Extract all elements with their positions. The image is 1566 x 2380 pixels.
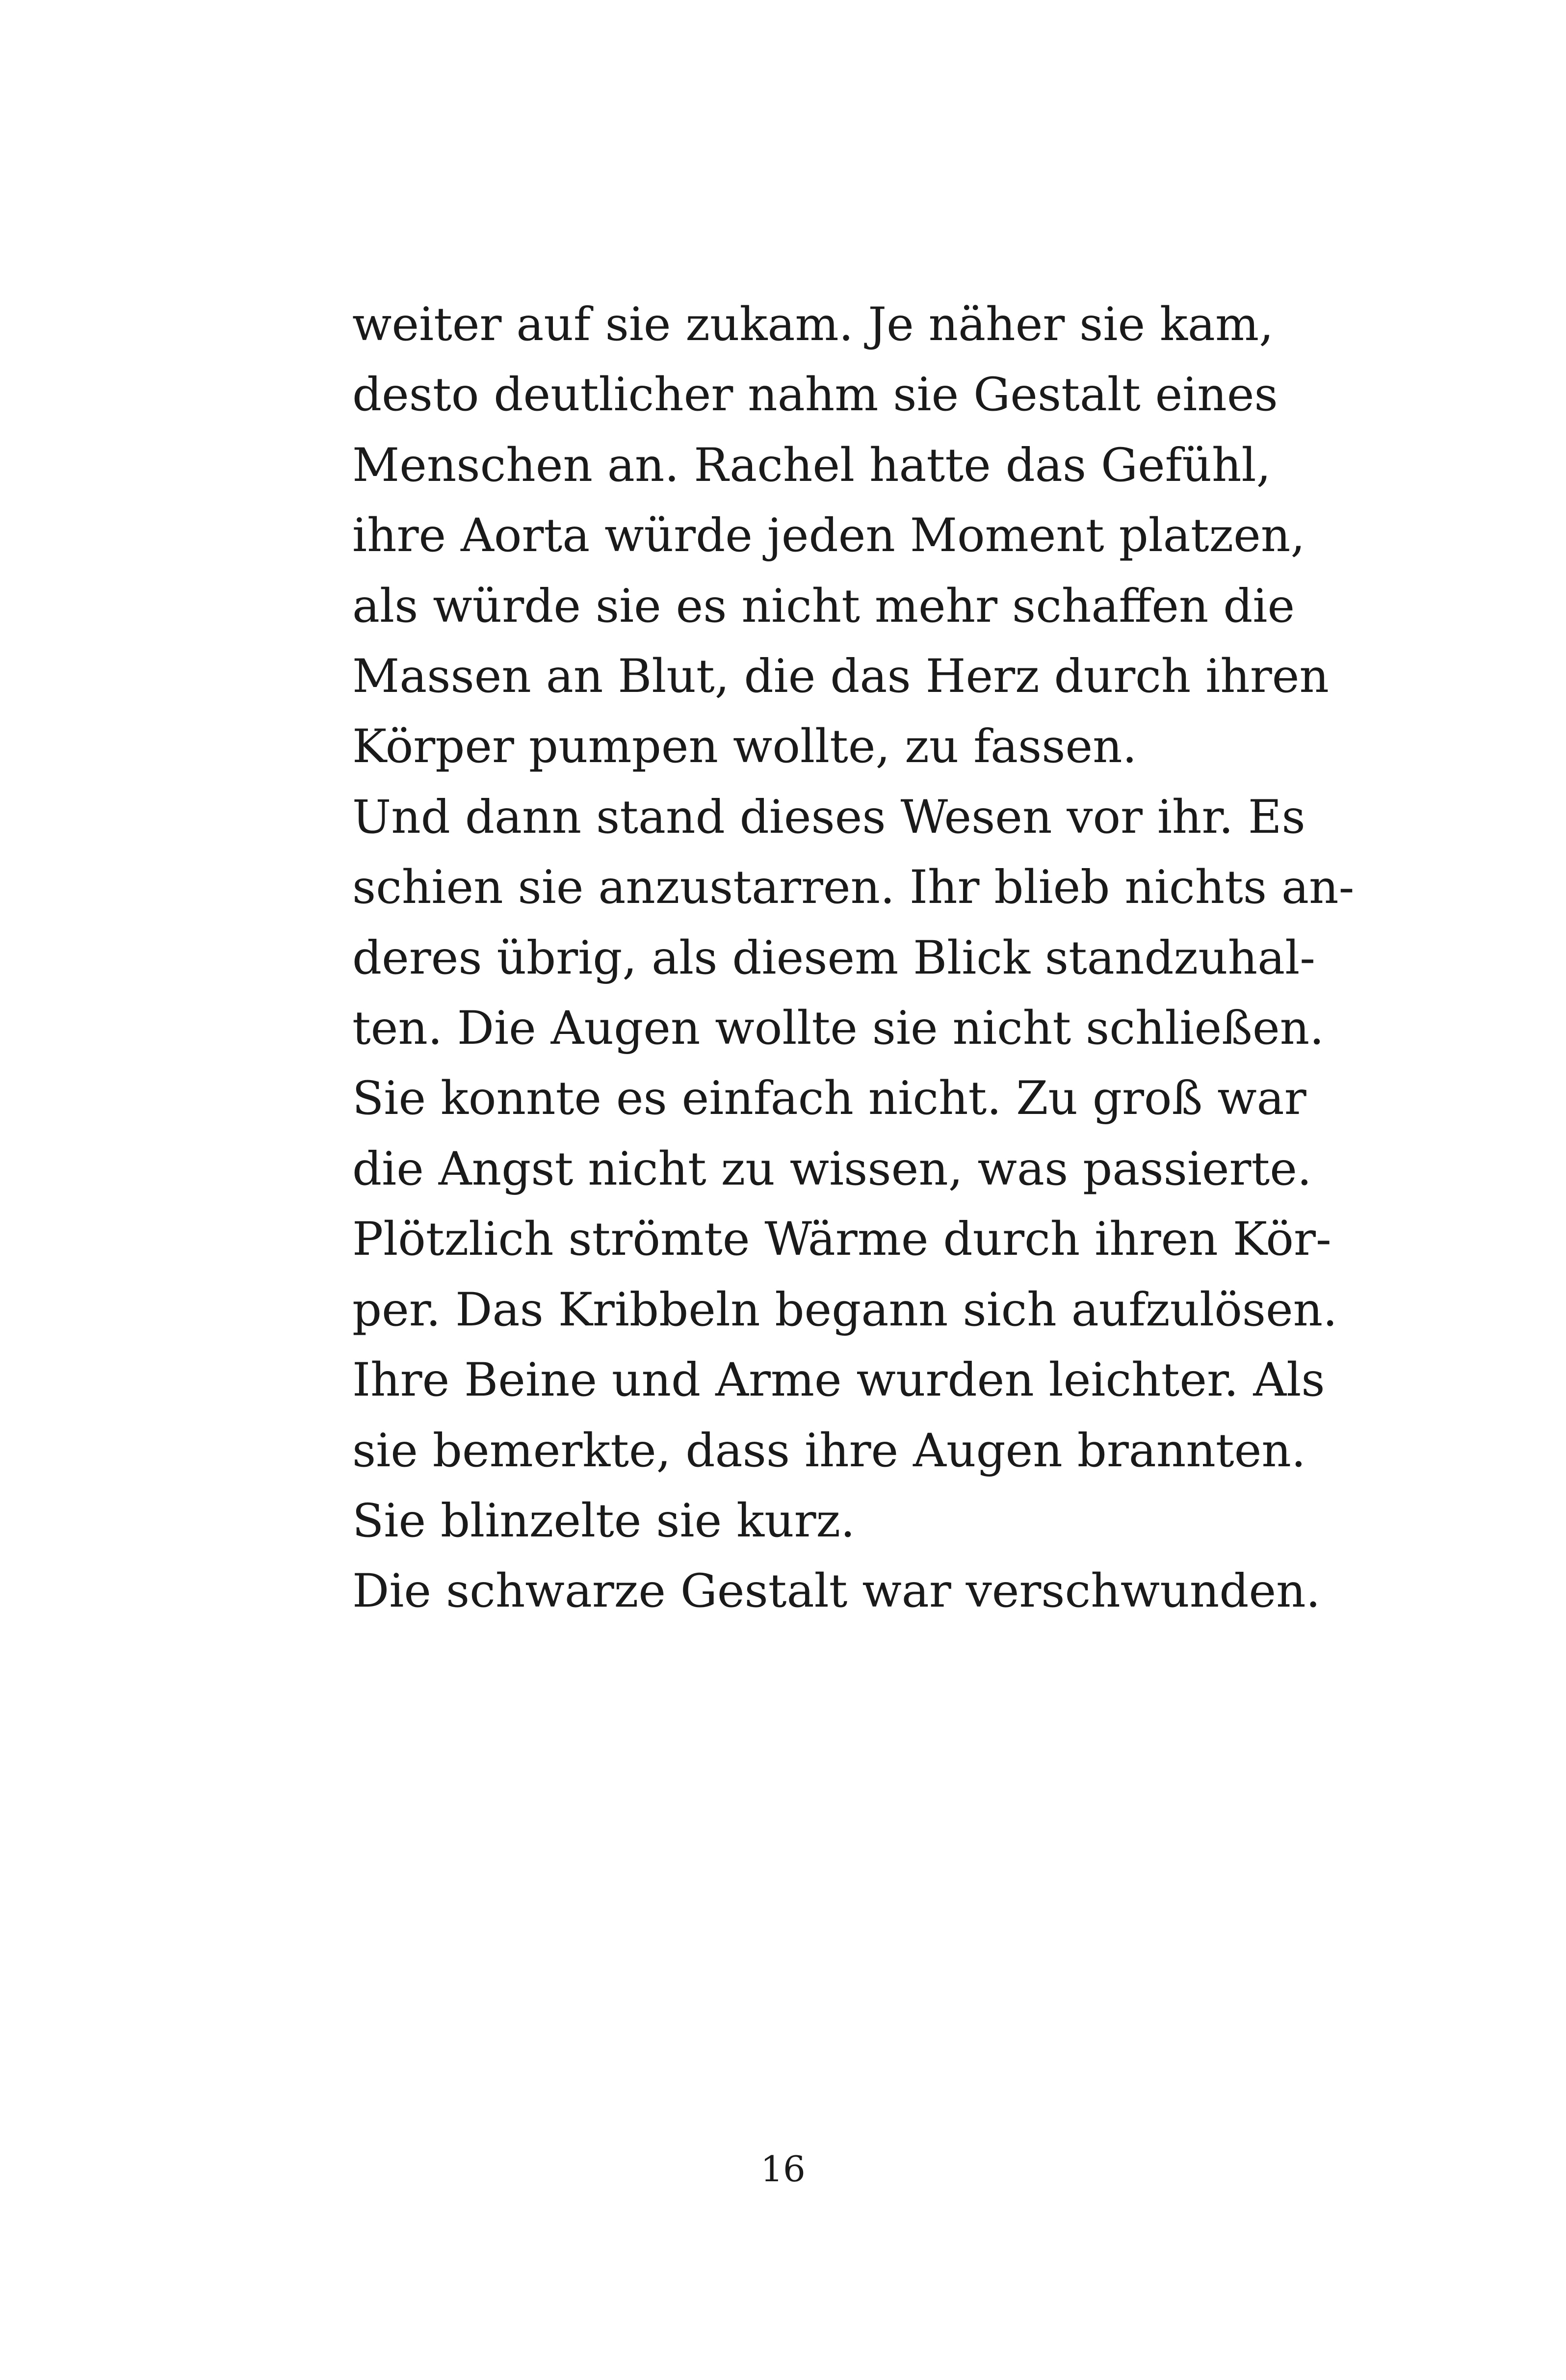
text-line: als würde sie es nicht mehr schaffen die	[352, 579, 1295, 633]
text-line: Die schwarze Gestalt war verschwunden.	[352, 1564, 1321, 1618]
text-line: schien sie anzustarren. Ihr blieb nichts an-	[352, 861, 1355, 915]
text-line: Sie konnte es einfach nicht. Zu groß war	[352, 1072, 1306, 1126]
page-number: 16	[760, 2148, 806, 2190]
text-line: Ihre Beine und Arme wurden leichter. Als	[352, 1353, 1325, 1407]
text-line: die Angst nicht zu wissen, was passierte.	[352, 1142, 1312, 1196]
text-line: sie bemerkte, dass ihre Augen brannten.	[352, 1424, 1306, 1478]
text-line: Sie blinzelte sie kurz.	[352, 1494, 855, 1548]
text-line: ihre Aorta würde jeden Moment platzen,	[352, 509, 1305, 563]
text-line: per. Das Kribbeln begann sich aufzulösen.	[352, 1283, 1338, 1337]
text-line: Und dann stand dieses Wesen vor ihr. Es	[352, 790, 1305, 844]
text-line: ten. Die Augen wollte sie nicht schließen.	[352, 1002, 1325, 1056]
text-line: Plötzlich strömte Wärme durch ihren Kör-	[352, 1213, 1331, 1267]
text-line: Körper pumpen wollte, zu fassen.	[352, 720, 1137, 774]
body-text	[352, 290, 1355, 1627]
text-line: weiter auf sie zukam. Je näher sie kam,	[352, 298, 1274, 351]
text-line: Massen an Blut, die das Herz durch ihren	[352, 650, 1329, 704]
text-line: deres übrig, als diesem Blick standzuhal-	[352, 931, 1316, 985]
text-line: Menschen an. Rachel hatte das Gefühl,	[352, 438, 1271, 492]
text-line: desto deutlicher nahm sie Gestalt eines	[352, 368, 1278, 422]
